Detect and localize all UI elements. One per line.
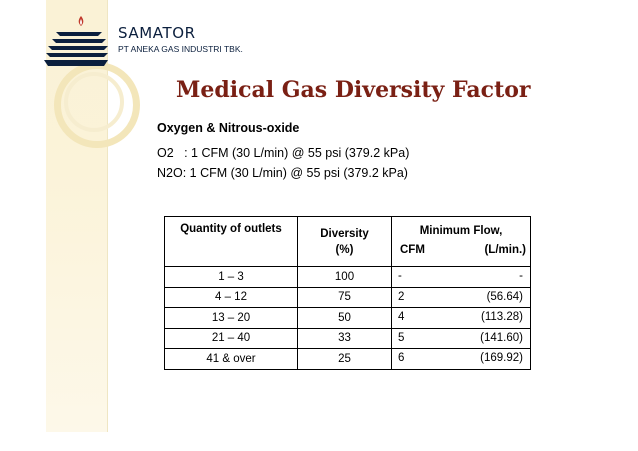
table-row bbox=[165, 328, 531, 349]
cell-cfm: 2 bbox=[398, 290, 405, 303]
table-row bbox=[165, 287, 531, 308]
decorative-inner-ring bbox=[64, 72, 124, 132]
cell-lmin: (169.92) bbox=[480, 352, 523, 364]
gas-subtitle: Oxygen & Nitrous-oxide bbox=[157, 121, 300, 135]
header-min-flow-label: Minimum Flow, bbox=[419, 225, 503, 237]
cell-outlets: 13 – 20 bbox=[165, 308, 298, 329]
cell-diversity: 50 bbox=[298, 308, 392, 329]
cell-cfm: 4 bbox=[398, 311, 405, 323]
spec-line-n2o: N2O: 1 CFM (30 L/min) @ 55 psi (379.2 kPa) bbox=[157, 166, 408, 180]
cell-cfm: 6 bbox=[398, 352, 405, 364]
cell-outlets: 21 – 40 bbox=[165, 328, 298, 349]
company-name: PT ANEKA GAS INDUSTRI TBK. bbox=[118, 44, 243, 54]
cell-lmin: - bbox=[519, 270, 523, 282]
header-outlets: Quantity of outlets bbox=[165, 217, 298, 267]
cell-cfm: 5 bbox=[398, 331, 405, 344]
header-cfm-unit: CFM bbox=[400, 244, 425, 256]
cell-lmin: (113.28) bbox=[481, 311, 523, 323]
cell-diversity: 33 bbox=[298, 328, 392, 349]
header-lmin-unit: (L/min.) bbox=[484, 244, 526, 256]
cell-flow bbox=[392, 287, 531, 308]
cell-lmin: (56.64) bbox=[486, 290, 523, 303]
header-min-flow bbox=[392, 217, 531, 267]
cell-flow bbox=[392, 308, 531, 329]
cell-diversity: 75 bbox=[298, 287, 392, 308]
table-header-row bbox=[165, 217, 531, 267]
header-diversity-label: Diversity bbox=[320, 227, 369, 240]
samator-logo-icon bbox=[44, 14, 112, 70]
header-diversity bbox=[298, 217, 392, 267]
cell-cfm: - bbox=[398, 270, 402, 282]
table-row bbox=[165, 349, 531, 370]
cell-lmin: (141.60) bbox=[480, 331, 523, 344]
cell-outlets: 4 – 12 bbox=[165, 287, 298, 308]
table-row bbox=[165, 267, 531, 288]
brand-name: SAMATOR bbox=[118, 24, 196, 42]
cell-diversity: 25 bbox=[298, 349, 392, 370]
table-row bbox=[165, 308, 531, 329]
header-diversity-unit: (%) bbox=[335, 243, 354, 256]
diversity-table bbox=[164, 216, 531, 370]
spec-line-o2: O2 : 1 CFM (30 L/min) @ 55 psi (379.2 kPa) bbox=[157, 146, 410, 160]
cell-diversity: 100 bbox=[298, 267, 392, 288]
cell-outlets: 1 – 3 bbox=[165, 267, 298, 288]
cell-flow bbox=[392, 267, 531, 288]
cell-outlets: 41 & over bbox=[165, 349, 298, 370]
cell-flow bbox=[392, 349, 531, 370]
cell-flow bbox=[392, 328, 531, 349]
page-title: Medical Gas Diversity Factor bbox=[176, 77, 531, 103]
